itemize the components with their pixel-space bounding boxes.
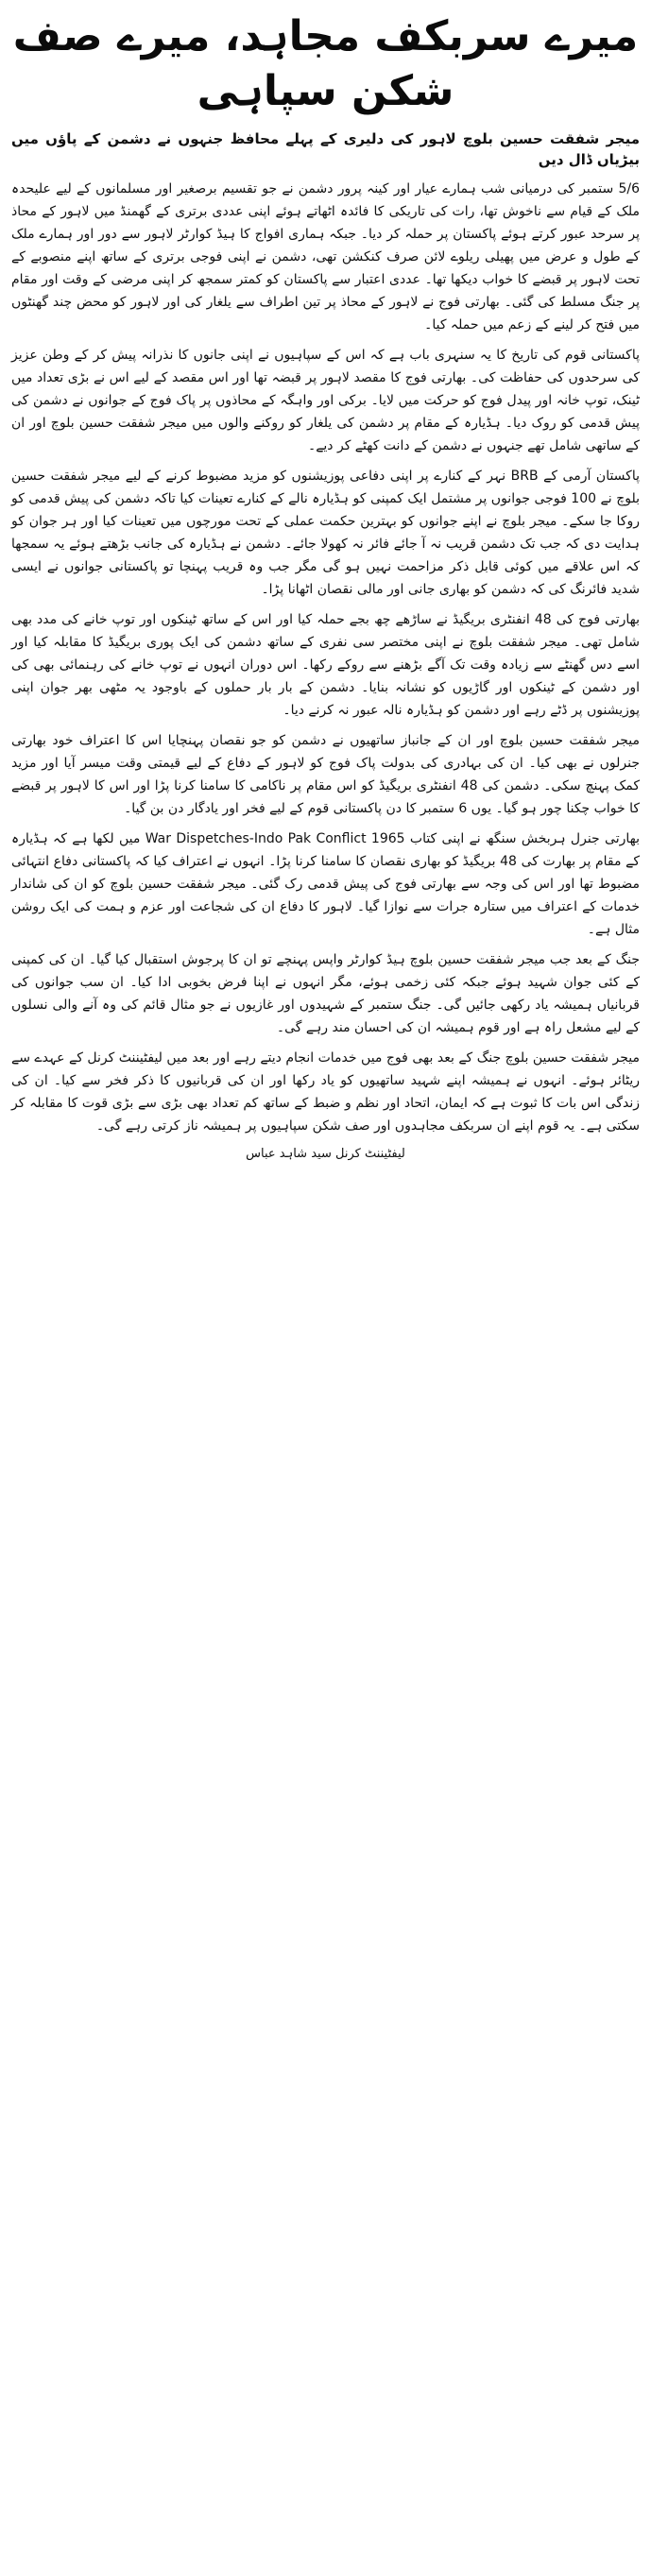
body-paragraph: پاکستان آرمی کے BRB نہر کے کنارے پر اپنی دفاعی پوزیشنوں کو مزید مضبوط کرنے کے لیے میجر شفقت حسین بلوچ نے 100 فوجی جوانوں پر مشتمل ایک کمپنی کو ہڈیارہ نالے کے کنارے تعینات کیا تاکہ دشمن کی پیش قدمی کو روکا جا سکے۔ میجر بلوچ نے اپنے جوانوں کو بہترین حکمت عملی کے تحت مورچوں میں تعینات کیا اور ہر جوان کو ہدایت دی کہ جب تک دشمن قریب نہ آ جائے فائر نہ کھولا جائے۔ دشمن نے ہڈیارہ کی جانب بڑھتے ہوئے یہ سمجھا کہ اس علاقے میں کوئی قابل ذکر مزاحمت نہیں ہو گی مگر جب وہ قریب پہنچا تو پاکستانی جوانوں نے ایسی شدید فائرنگ کی کہ دشمن کو بھاری جانی اور مالی نقصان اٹھانا پڑا۔ bbox=[11, 469, 640, 597]
body-paragraph: پاکستانی قوم کی تاریخ کا یہ سنہری باب ہے کہ اس کے سپاہیوں نے اپنی جانوں کا نذرانہ پیش کر کے وطن عزیز کی سرحدوں کی حفاظت کی۔ بھارتی فوج کا مقصد لاہور پر قبضہ تھا اور اس مقصد کے لیے اس نے بڑی تعداد میں ٹینک، توپ خانہ اور پیدل فوج کو حرکت میں لایا۔ برکی اور واہگہ کے محاذوں پر پاک فوج کے جوانوں نے دشمن کی پیش قدمی کو روک دیا۔ ہڈیارہ کے مقام پر دشمن کی یلغار کو روکنے والوں میں میجر شفقت حسین بلوچ اور ان کے ساتھی شامل تھے جنہوں نے دشمن کے دانت کھٹے کر دیے۔ bbox=[11, 348, 640, 453]
body-paragraph: جنگ کے بعد جب میجر شفقت حسین بلوچ ہیڈ کوارٹر واپس پہنچے تو ان کا پرجوش استقبال کیا گیا۔ ان کی کمپنی کے کئی جوان شہید ہوئے جبکہ کئی زخمی ہوئے، مگر انہوں نے اپنا فرض بخوبی ادا کیا۔ ان سب جوانوں کی قربانیاں ہمیشہ یاد رکھی جائیں گی۔ جنگ ستمبر کے شہیدوں اور غازیوں نے جو مثال قائم کی وہ آنے والی نسلوں کے لیے مشعل راہ ہے اور قوم ہمیشہ ان کی احسان مند رہے گی۔ bbox=[11, 952, 640, 1035]
intro-subheading: میجر شفقت حسین بلوچ لاہور کی دلیری کے پہلے محافظ جنہوں نے دشمن کے پاؤں میں بیڑیاں ڈال دیں bbox=[11, 130, 640, 168]
body-paragraph: بھارتی فوج کی 48 انفنٹری بریگیڈ نے ساڑھے چھ بجے حملہ کیا اور اس کے ساتھ ٹینکوں اور توپ خانے کی مدد بھی شامل تھی۔ میجر شفقت بلوچ نے اپنی مختصر سی نفری کے ساتھ دشمن کی ایک پوری بریگیڈ کا مقابلہ کیا اور اسے دس گھنٹے سے زیادہ وقت تک آگے بڑھنے سے روکے رکھا۔ اس دوران انہوں نے توپ خانے کی رہنمائی بھی کی اور دشمن کے ٹینکوں اور گاڑیوں کو نشانہ بنایا۔ دشمن کے بار بار حملوں کے باوجود یہ مٹھی بھر جوان اپنی پوزیشنوں پر ڈٹے رہے اور دشمن کو ہڈیارہ نالہ عبور نہ کرنے دیا۔ bbox=[11, 612, 640, 718]
article-body bbox=[11, 178, 640, 1137]
body-paragraph: میجر شفقت حسین بلوچ اور ان کے جانباز ساتھیوں نے دشمن کو جو نقصان پہنچایا اس کا اعتراف خود بھارتی جنرلوں نے بھی کیا۔ ان کی بہادری کی بدولت پاک فوج کو لاہور کے دفاع کے لیے قیمتی وقت میسر آیا اور مزید کمک پہنچ سکی۔ دشمن کی 48 انفنٹری بریگیڈ کو اس مقام پر ناکامی کا سامنا کرنا پڑا اور اس کا لاہور پر قبضے کا خواب چکنا چور ہو گیا۔ یوں 6 ستمبر کا دن پاکستانی قوم کے لیے فخر اور یادگار دن بن گیا۔ bbox=[11, 733, 640, 816]
body-paragraph: 5/6 ستمبر کی درمیانی شب ہمارے عیار اور کینہ پرور دشمن نے جو تقسیم برصغیر اور مسلمانوں کے لیے علیحدہ ملک کے قیام سے ناخوش تھا، رات کی تاریکی کا فائدہ اٹھاتے ہوئے اپنی عددی برتری کے گھمنڈ میں لاہور کے محاذ پر سرحد عبور کرتے ہوئے پاکستان پر حملہ کر دیا۔ جبکہ ہماری افواج کا ہیڈ کوارٹر لاہور سے دور اور ہمارے ملک کے طول و عرض میں پھیلی ریلوے لائن صرف کنکشن تھی، دشمن نے اپنی فوجی برتری کے ساتھ اپنے منصوبے کے تحت لاہور پر قبضے کا خواب دیکھا تھا۔ عددی اعتبار سے پاکستان کو کمتر سمجھ کر اپنی مرضی کے وقت اور مقام پر جنگ مسلط کی گئی۔ بھارتی فوج نے لاہور کے محاذ پر تین اطراف سے یلغار کی اور لاہور کو محض چند گھنٹوں میں فتح کر لینے کے زعم میں حملہ کیا۔ bbox=[11, 181, 640, 333]
author-byline: لیفٹیننٹ کرنل سید شاہد عباس bbox=[246, 1147, 405, 1161]
headline: میرے سربکف مجاہد، میرے صف شکن سپاہی bbox=[12, 12, 639, 115]
body-paragraph: میجر شفقت حسین بلوچ جنگ کے بعد بھی فوج میں خدمات انجام دیتے رہے اور بعد میں لیفٹیننٹ کرنل کے عہدے سے ریٹائر ہوئے۔ انہوں نے ہمیشہ اپنے شہید ساتھیوں کو یاد رکھا اور ان کی قربانیوں کا ذکر فخر سے کیا۔ ان کی زندگی اس بات کا ثبوت ہے کہ ایمان، اتحاد اور نظم و ضبط کے ساتھ کم تعداد بھی بڑی سے بڑی قوت کا مقابلہ کر سکتی ہے۔ یہ قوم اپنے ان سربکف مجاہدوں اور صف شکن سپاہیوں پر ہمیشہ ناز کرتی رہے گی۔ bbox=[11, 1050, 640, 1134]
body-paragraph: بھارتی جنرل ہربخش سنگھ نے اپنی کتاب War Dispetches-Indo Pak Conflict 1965 میں لکھا ہے کہ ہڈیارہ کے مقام پر بھارت کی 48 بریگیڈ کو بھاری نقصان کا سامنا کرنا پڑا۔ انہوں نے اعتراف کیا کہ پاکستانی دفاع انتہائی مضبوط تھا اور اس کی وجہ سے بھارتی فوج کی پیش قدمی رک گئی۔ میجر شفقت حسین بلوچ کو ان کی شاندار خدمات کے اعتراف میں ستارہ جرات سے نوازا گیا۔ لاہور کا دفاع ان کی شجاعت اور عزم و ہمت کی ایک روشن مثال ہے۔ bbox=[11, 831, 640, 937]
